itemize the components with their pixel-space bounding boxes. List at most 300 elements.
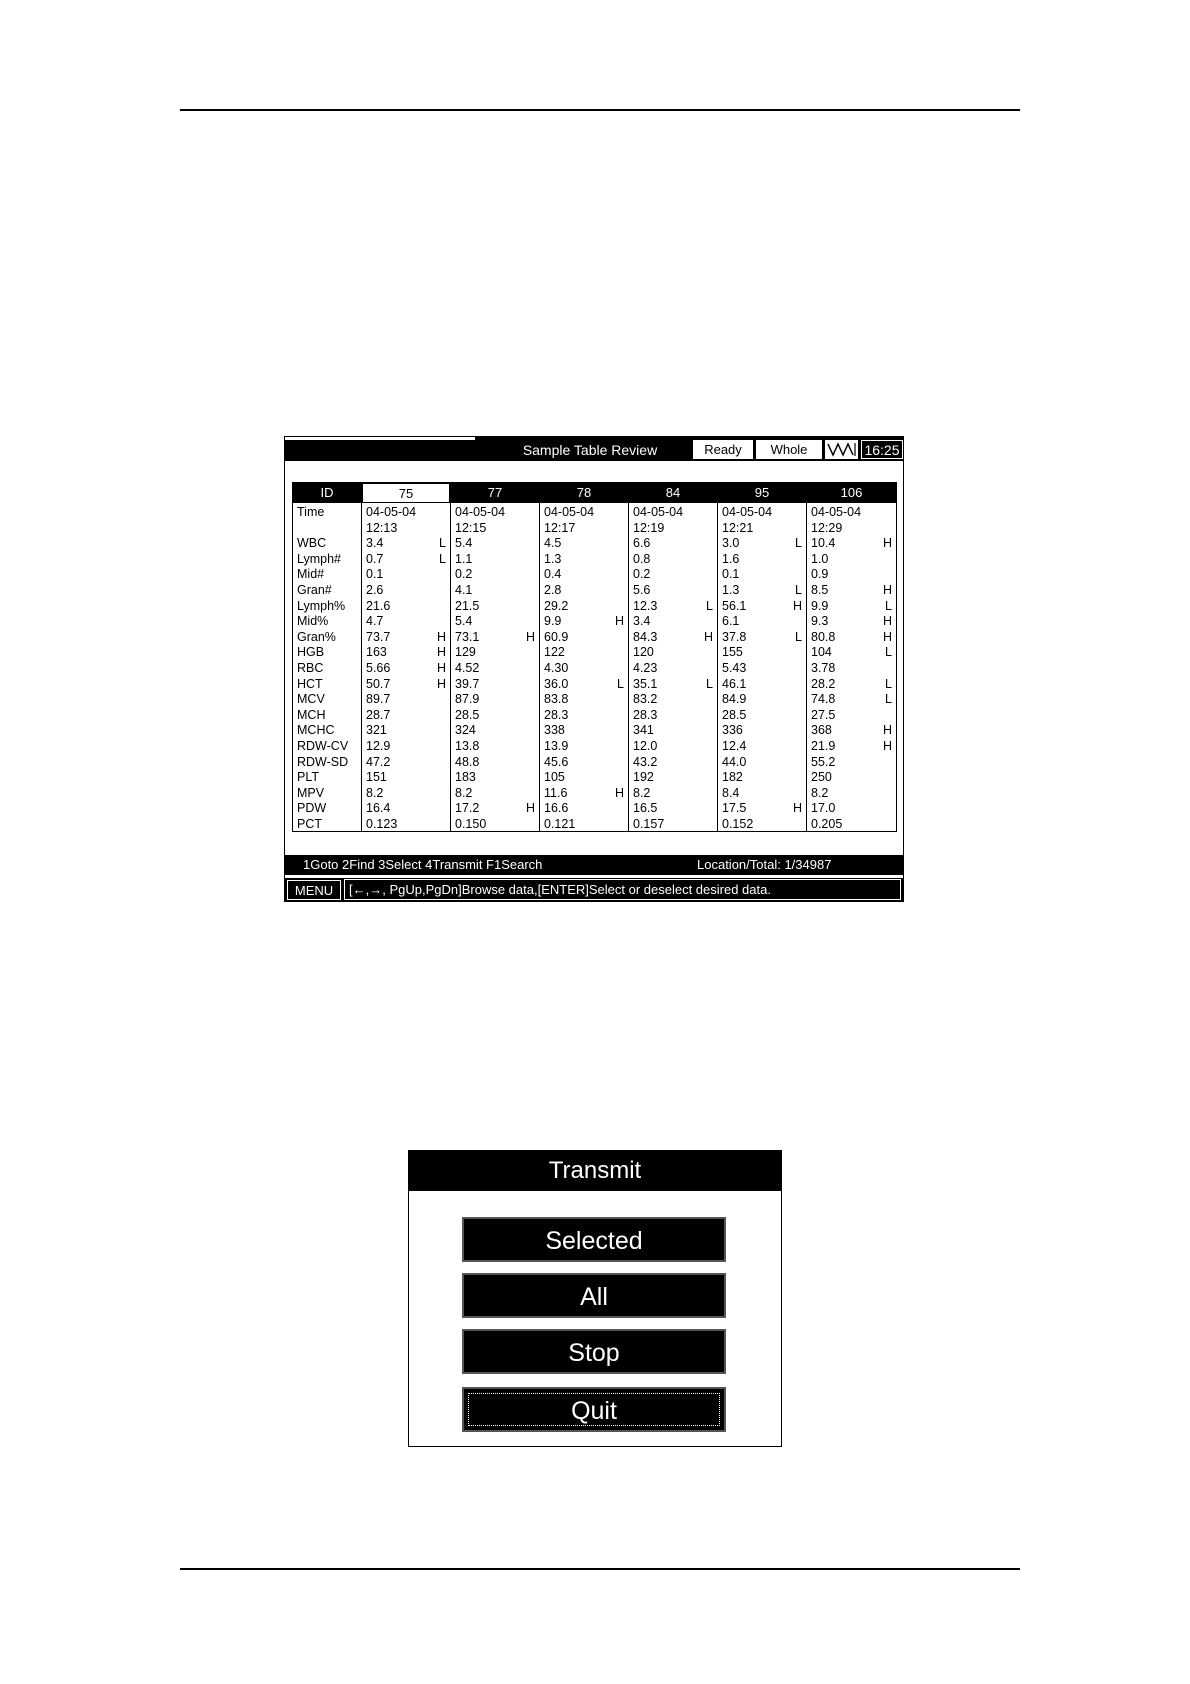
sample-value-cell [451,692,539,708]
page-header-rule [180,109,1020,111]
abnormal-flag: H [436,660,446,675]
sample-value: 0.1 [366,567,384,582]
sample-value-cell [629,723,717,739]
sample-value: 28.5 [455,707,480,722]
hint-bar [285,878,903,901]
abnormal-flag: H [882,614,892,629]
sample-value-cell [629,521,717,537]
sample-value: 3.78 [811,660,836,675]
transmit-selected-button[interactable]: Selected [462,1217,726,1262]
sample-value: 60.9 [544,629,569,644]
sample-value: 8.5 [811,582,829,597]
sample-value-cell [718,817,806,833]
abnormal-flag: L [795,629,802,644]
sample-value: 04-05-04 [544,505,595,519]
sample-value-cell [718,614,806,630]
sample-value: 12:21 [722,520,754,535]
sample-value-cell [718,708,806,724]
sample-value-cell [807,521,896,537]
sample-value-cell [362,786,450,802]
row-label: Lymph# [297,551,342,566]
sample-value: 9.9 [544,614,562,629]
sample-value: 39.7 [455,676,480,691]
sample-value-cell [540,614,628,630]
sample-value: 21.6 [366,598,391,613]
abnormal-flag: L [885,692,892,707]
sample-value-cell [362,630,450,646]
sample-value-cell [540,645,628,661]
sample-value: 4.52 [455,660,480,675]
sample-value: 5.4 [455,614,473,629]
sample-value: 3.0 [722,536,740,551]
sample-value: 3.4 [633,614,651,629]
sample-value-cell [807,599,896,615]
sample-value: 80.8 [811,629,836,644]
sample-value-cell [718,536,806,552]
sample-value: 368 [811,723,832,738]
sample-value: 46.1 [722,676,747,691]
sample-value: 17.2 [455,801,480,816]
sample-value-cell [540,770,628,786]
sample-value: 12.0 [633,738,658,753]
sample-value-cell [718,801,806,817]
sample-value: 1.3 [544,551,562,566]
row-label: MPV [297,785,325,800]
transmit-quit-button[interactable]: Quit [462,1387,726,1432]
sample-value: 12.3 [633,598,658,613]
sample-value-cell [807,739,896,755]
sample-value-cell [807,645,896,661]
sample-value-cell [540,536,628,552]
sample-value-cell [362,708,450,724]
abnormal-flag: L [885,645,892,660]
sample-value: 89.7 [366,692,391,707]
abnormal-flag: L [617,676,624,691]
sample-value: 28.2 [811,676,836,691]
sample-value: 0.8 [633,551,651,566]
sample-value-cell [451,708,539,724]
sample-value-cell [362,755,450,771]
abnormal-flag: H [792,801,802,816]
label-column [293,483,362,831]
menu-button[interactable]: MENU [287,880,341,900]
sample-value-cell [807,770,896,786]
sample-value-cell [540,755,628,771]
sample-value-cell [540,599,628,615]
abnormal-flag: H [525,629,535,644]
abnormal-flag: H [882,629,892,644]
sample-value: 5.43 [722,660,747,675]
sample-value: 16.5 [633,801,658,816]
sample-value: 129 [455,645,476,660]
sample-value: 04-05-04 [811,505,862,519]
sample-value-cell [629,708,717,724]
sample-value-cell [807,505,896,521]
sample-value: 8.2 [455,785,473,800]
sample-value: 83.2 [633,692,658,707]
sample-value-cell [807,677,896,693]
sample-value-cell [540,661,628,677]
sample-value-cell [451,817,539,833]
sample-value: 341 [633,723,654,738]
sample-value: 120 [633,645,654,660]
sample-value: 3.4 [366,536,384,551]
sample-value: 4.23 [633,660,658,675]
sample-value: 16.6 [544,801,569,816]
sample-value-cell [451,583,539,599]
sample-value-cell [451,645,539,661]
sample-value-cell [540,630,628,646]
abnormal-flag: L [795,536,802,551]
sample-value: 47.2 [366,754,391,769]
row-label: MCH [297,707,326,722]
sample-value: 8.2 [366,785,384,800]
sample-value-cell [718,770,806,786]
sample-value-cell [451,521,539,537]
abnormal-flag: H [882,536,892,551]
row-label: MCV [297,692,325,707]
sample-value-cell [451,723,539,739]
sample-value-cell [718,661,806,677]
sample-value-cell [629,630,717,646]
sample-value: 48.8 [455,754,480,769]
sample-value-cell [718,583,806,599]
sample-value: 29.2 [544,598,569,613]
row-label: Mid# [297,567,325,582]
sample-value-cell [451,599,539,615]
sample-value: 04-05-04 [366,505,417,519]
sample-value: 28.3 [633,707,658,722]
sample-value-cell [451,677,539,693]
sample-value-cell [718,505,806,521]
row-label: RDW-CV [297,738,349,753]
row-label: Lymph% [297,598,346,613]
sample-column[interactable] [807,483,896,831]
column-header-id: ID [293,483,361,503]
sample-value: 17.0 [811,801,836,816]
sample-id-header[interactable]: 95 [718,483,806,503]
sample-value: 5.4 [455,536,473,551]
sample-value-cell [629,770,717,786]
command-keys: 1Goto 2Find 3Select 4Transmit F1Search [303,857,543,872]
sample-value: 0.1 [722,567,740,582]
sample-value: 9.3 [811,614,829,629]
sample-value-cell [362,770,450,786]
sample-value-cell [718,739,806,755]
sample-value-cell [362,739,450,755]
sample-value: 87.9 [455,692,480,707]
sample-value-cell [718,755,806,771]
sample-column[interactable] [451,483,540,831]
transmit-all-button[interactable]: All [462,1273,726,1318]
sample-value-cell [362,817,450,833]
screen-title: Sample Table Review [522,442,658,458]
sample-value-cell [807,708,896,724]
sample-value: 74.8 [811,692,836,707]
sample-value: 4.30 [544,660,569,675]
abnormal-flag: H [882,582,892,597]
sample-value-cell [629,552,717,568]
sample-value-cell [362,692,450,708]
sample-value: 2.6 [366,582,384,597]
sample-value-cell [629,567,717,583]
sample-value: 0.7 [366,551,384,566]
sample-value: 04-05-04 [455,505,506,519]
sample-value-cell [451,755,539,771]
sample-value-cell [629,599,717,615]
status-ready: Ready [693,440,753,459]
sample-value: 11.6 [544,785,568,800]
sample-value: 73.1 [455,629,480,644]
sample-value: 45.6 [544,754,569,769]
sample-value: 163 [366,645,387,660]
sample-value: 28.7 [366,707,391,722]
sample-value: 04-05-04 [722,505,773,519]
sample-value-cell [362,505,450,521]
sample-value-cell [540,817,628,833]
sample-value: 4.1 [455,582,473,597]
abnormal-flag: L [439,536,446,551]
sample-value-cell [540,567,628,583]
row-label: WBC [297,536,327,551]
sample-value-cell [718,567,806,583]
sample-column[interactable] [362,483,451,831]
sample-value: 28.5 [722,707,747,722]
sample-value: 36.0 [544,676,569,691]
dialog-title: Transmit [409,1151,781,1191]
sample-value: 56.1 [722,598,747,613]
sample-value: 5.66 [366,660,391,675]
clock-time: 16:25 [861,440,903,459]
sample-value: 0.150 [455,816,487,831]
sample-value-cell [451,567,539,583]
sample-value: 12:29 [811,520,843,535]
sample-value-cell [629,801,717,817]
sample-value: 13.8 [455,738,480,753]
sample-value: 12:15 [455,520,487,535]
abnormal-flag: H [882,723,892,738]
sample-value: 04-05-04 [633,505,684,519]
sample-value: 50.7 [366,676,391,691]
sample-value-cell [540,583,628,599]
sample-value: 21.9 [811,738,836,753]
sample-value: 16.4 [366,801,391,816]
sample-value-cell [629,786,717,802]
sample-value: 338 [544,723,565,738]
sample-value: 250 [811,770,832,785]
sample-value-cell [540,521,628,537]
sample-value: 0.2 [633,567,651,582]
sample-value-cell [362,599,450,615]
sample-value-cell [718,521,806,537]
abnormal-flag: H [614,614,624,629]
sample-value-cell [807,567,896,583]
sample-value-cell [362,583,450,599]
sample-value: 2.8 [544,582,562,597]
sample-value-cell [718,723,806,739]
sample-value-cell [540,739,628,755]
sample-column[interactable] [540,483,629,831]
sample-value: 192 [633,770,654,785]
row-label: RDW-SD [297,754,349,769]
sample-value-cell [718,552,806,568]
sample-value-cell [362,552,450,568]
abnormal-flag: L [706,598,713,613]
sample-column[interactable] [629,483,718,831]
sample-value-cell [362,645,450,661]
sample-value: 8.4 [722,785,740,800]
location-total: Location/Total: 1/34987 [697,857,832,872]
sample-value-cell [629,583,717,599]
sample-value: 84.9 [722,692,747,707]
sample-value-cell [629,661,717,677]
abnormal-flag: L [885,676,892,691]
sample-value: 55.2 [811,754,836,769]
sample-value: 13.9 [544,738,569,753]
sample-id-header[interactable]: 78 [540,483,628,503]
sample-value: 0.2 [455,567,473,582]
sample-value-cell [540,723,628,739]
sample-value: 12.9 [366,738,391,753]
sample-value: 0.152 [722,816,754,831]
sample-value-cell [362,614,450,630]
sample-value: 84.3 [633,629,658,644]
sample-value: 104 [811,645,832,660]
sample-value: 8.2 [811,785,829,800]
sample-id-header[interactable]: 77 [451,483,539,503]
sample-column[interactable] [718,483,807,831]
sample-value: 182 [722,770,743,785]
sample-value-cell [362,661,450,677]
row-label: PLT [297,770,319,785]
page-footer-rule [180,1568,1020,1570]
abnormal-flag: H [436,629,446,644]
sample-value-cell [807,786,896,802]
sample-value: 6.1 [722,614,740,629]
sample-value: 324 [455,723,476,738]
status-mode: Whole [756,440,822,459]
row-label: HCT [297,676,323,691]
sample-value-cell [540,505,628,521]
sample-table [292,482,897,832]
sample-value: 155 [722,645,743,660]
sample-value-cell [807,755,896,771]
sample-value-cell [451,801,539,817]
sample-value-cell [807,801,896,817]
sample-value: 44.0 [722,754,747,769]
sample-value: 0.121 [544,816,576,831]
row-label: PCT [297,816,322,831]
row-label: PDW [297,801,327,816]
sample-value: 8.2 [633,785,651,800]
sample-value-cell [540,801,628,817]
hint-text: [←,→, PgUp,PgDn]Browse data,[ENTER]Select or deselect desired data. [344,879,901,900]
sample-value-cell [451,739,539,755]
sample-value-cell [718,645,806,661]
row-label: HGB [297,645,325,660]
sample-value: 83.8 [544,692,569,707]
row-label: Time [297,505,325,519]
sample-value-cell [451,770,539,786]
sample-value-cell [451,614,539,630]
title-bar [285,437,903,461]
sample-value: 321 [366,723,387,738]
sample-value-cell [718,692,806,708]
sample-value: 37.8 [722,629,747,644]
transmit-dialog [408,1150,782,1447]
abnormal-flag: H [882,738,892,753]
sample-value-cell [807,817,896,833]
sample-value-cell [451,552,539,568]
row-label: Gran# [297,582,332,597]
sample-value-cell [451,786,539,802]
sample-value: 0.157 [633,816,665,831]
sample-value: 12:17 [544,520,576,535]
sample-value-cell [629,739,717,755]
sample-value: 1.6 [722,551,740,566]
sample-value-cell [540,692,628,708]
sample-value: 21.5 [455,598,480,613]
sample-value: 4.7 [366,614,384,629]
sample-value-cell [540,677,628,693]
sample-value: 0.205 [811,816,843,831]
sample-value-cell [362,521,450,537]
sample-value: 336 [722,723,743,738]
sample-id-header[interactable]: 84 [629,483,717,503]
waveform-icon [825,440,858,459]
sample-value-cell [718,786,806,802]
sample-value-cell [807,661,896,677]
sample-value-cell [807,536,896,552]
sample-value: 73.7 [366,629,391,644]
sample-value-cell [718,677,806,693]
abnormal-flag: H [703,629,713,644]
sample-value: 12:13 [366,520,398,535]
sample-value-cell [807,614,896,630]
sample-value-cell [362,801,450,817]
sample-value-cell [629,817,717,833]
abnormal-flag: H [614,785,624,800]
sample-value-cell [362,536,450,552]
sample-value: 6.6 [633,536,651,551]
sample-value-cell [540,708,628,724]
abnormal-flag: L [706,676,713,691]
sample-value: 0.123 [366,816,398,831]
sample-value-cell [629,505,717,521]
sample-value: 1.1 [455,551,473,566]
transmit-stop-button[interactable]: Stop [462,1329,726,1374]
sample-value: 0.4 [544,567,562,582]
sample-value-cell [362,723,450,739]
row-label: Gran% [297,629,336,644]
sample-id-header[interactable]: 75 [362,483,450,503]
sample-value-cell [807,723,896,739]
abnormal-flag: H [792,598,802,613]
row-label: MCHC [297,723,335,738]
sample-value: 5.6 [633,582,651,597]
sample-value-cell [629,677,717,693]
sample-value-cell [629,645,717,661]
sample-value-cell [540,552,628,568]
sample-id-header[interactable]: 106 [807,483,896,503]
sample-table-review-screen [284,436,904,902]
row-label: Mid% [297,614,329,629]
sample-value-cell [629,692,717,708]
sample-value: 17.5 [722,801,747,816]
sample-value-cell [629,755,717,771]
sample-value: 183 [455,770,476,785]
sample-value: 122 [544,645,565,660]
